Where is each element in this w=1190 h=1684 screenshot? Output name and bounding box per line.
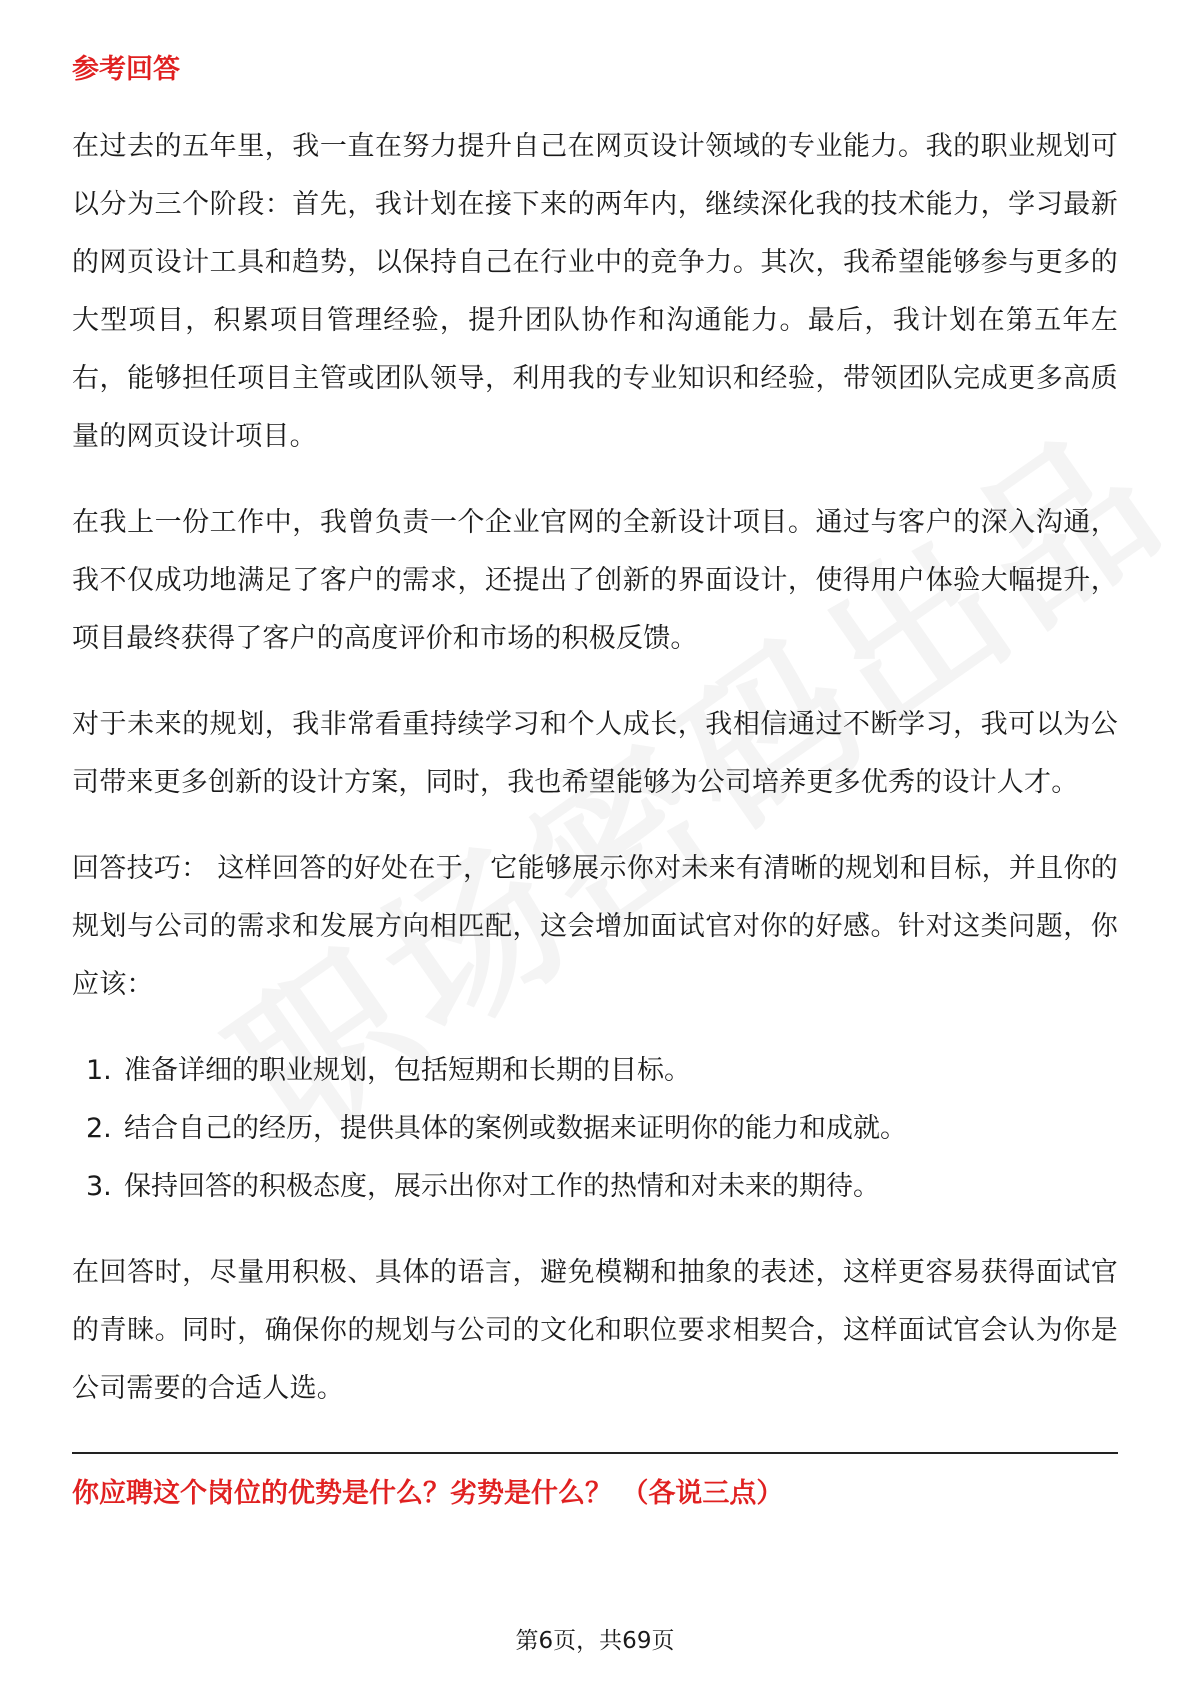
closing-paragraph: 在回答时，尽量用积极、具体的语言，避免模糊和抽象的表述，这样更容易获得面试官的青睐。同时，确保你的规划与公司的文化和职位要求相契合，这样面试官会认为你是公司需要的合适人选。 — [72, 1257, 1118, 1404]
section-title: 参考回答 — [72, 54, 180, 85]
tips-intro: 回答技巧： 这样回答的好处在于，它能够展示你对未来有清晰的规划和目标，并且你的规划与公司的需求和发展方向相匹配，这会增加面试官对你的好感。针对这类问题，你应该： — [72, 853, 1118, 1000]
list-item-text: 结合自己的经历，提供具体的案例或数据来证明你的能力和成就。 — [124, 1113, 907, 1144]
section-divider — [72, 1452, 1118, 1454]
list-item-number: 1. — [86, 1055, 112, 1086]
list-item-text: 准备详细的职业规划，包括短期和长期的目标。 — [124, 1055, 691, 1086]
list-item-number: 3. — [86, 1171, 112, 1202]
answer-paragraph-3: 对于未来的规划，我非常看重持续学习和个人成长，我相信通过不断学习，我可以为公司带来更多创新的设计方案，同时，我也希望能够为公司培养更多优秀的设计人才。 — [72, 709, 1118, 798]
list-item-number: 2. — [86, 1113, 112, 1144]
list-item — [86, 1042, 1118, 1100]
next-question-heading: 你应聘这个岗位的优势是什么？劣势是什么？ （各说三点） — [72, 1478, 784, 1509]
list-item-text: 保持回答的积极态度，展示出你对工作的热情和对未来的期待。 — [124, 1171, 880, 1202]
page-content — [72, 50, 1118, 1514]
page-number-footer: 第6页，共69页 — [515, 1628, 675, 1654]
tips-list — [86, 1042, 1118, 1216]
list-item — [86, 1100, 1118, 1158]
answer-paragraph-2: 在我上一份工作中，我曾负责一个企业官网的全新设计项目。通过与客户的深入沟通，我不仅成功地满足了客户的需求，还提出了创新的界面设计，使得用户体验大幅提升，项目最终获得了客户的高度评价和市场的积极反馈。 — [72, 507, 1118, 654]
answer-paragraph-1: 在过去的五年里，我一直在努力提升自己在网页设计领域的专业能力。我的职业规划可以分为三个阶段：首先，我计划在接下来的两年内，继续深化我的技术能力，学习最新的网页设计工具和趋势，以保持自己在行业中的竞争力。其次，我希望能够参与更多的大型项目，积累项目管理经验，提升团队协作和沟通能力。最后，我计划在第五年左右，能够担任项目主管或团队领导，利用我的专业知识和经验，带领团队完成更多高质量的网页设计项目。 — [72, 131, 1118, 452]
list-item — [86, 1158, 1118, 1216]
